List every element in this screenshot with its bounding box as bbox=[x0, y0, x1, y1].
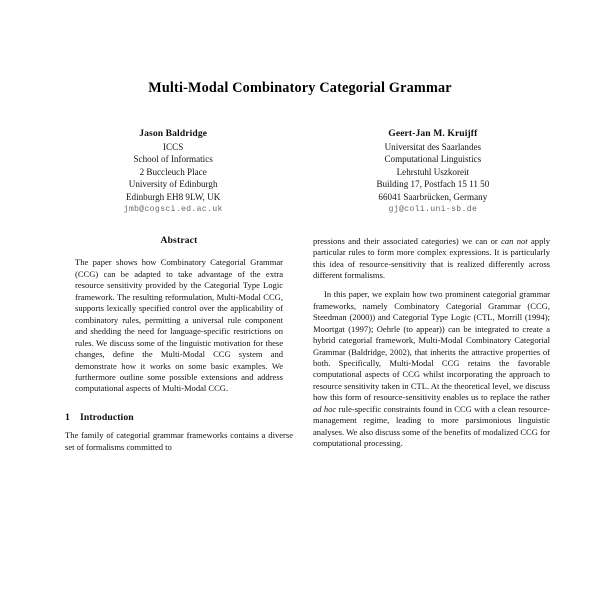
abstract-paragraph: The paper shows how Combinatory Categorial Grammar (CCG) can be adapted to take advantage of the extra resource sensitivity provided by the Categorial Type Logic framework. The resulting reformulation, Multi-Modal CCG, supports lexically specified control over the applicability of combinatory rules, permitting a universal rule component and shedding the need for language-specific restrictions on rules. We discuss some of the linguistic motivation for these changes, define the Multi-Modal CCG system and demonstrate how it works on some basic examples. We furthermore outline some possible extensions and address computational aspects of Multi-Modal CCG. bbox=[75, 257, 283, 394]
author-block-left bbox=[58, 128, 288, 216]
author-affiliation-line: 2 Buccleuch Place bbox=[139, 166, 207, 177]
author-affiliation-line: Computational Linguistics bbox=[384, 154, 482, 165]
continued-paragraph bbox=[313, 236, 550, 282]
section-number: 1 bbox=[65, 411, 70, 423]
author-affiliation-line: Lehrstuhl Uszkoreit bbox=[396, 166, 470, 177]
author-affiliation-line: ICCS bbox=[163, 141, 184, 152]
author-affiliation-line: 66041 Saarbrücken, Germany bbox=[378, 191, 488, 202]
abstract-heading: Abstract bbox=[160, 236, 198, 246]
author-affiliation-line: Universitat des Saarlandes bbox=[384, 141, 482, 152]
author-affiliation-line: Edinburgh EH8 9LW, UK bbox=[125, 191, 221, 202]
introduction-paragraph: The family of categorial grammar frameworks contains a diverse set of formalisms committed to bbox=[65, 430, 293, 452]
continued-text-prefix: pressions and their associated categories) we can or bbox=[313, 236, 502, 246]
column-right bbox=[313, 236, 550, 450]
column-left bbox=[65, 236, 293, 453]
author-affiliation-line: School of Informatics bbox=[133, 154, 213, 165]
paragraph-two-part-2: rule-specific constraints found in CCG with a clean resource-management regime, leading to more parsimonious linguistic analyses. We also discuss some of the benefits of modalized CCG for computational processing. bbox=[313, 403, 550, 449]
continued-text-middle: apply particular rules to form more complex expressions. It is particularly this idea of resource-sensitivity that is realized differently across different formalisms. bbox=[313, 236, 550, 281]
author-affiliation-line: Building 17, Postfach 15 11 50 bbox=[376, 179, 490, 190]
author-email: jmb@cogsci.ed.ac.uk bbox=[123, 204, 223, 214]
author-name: Jason Baldridge bbox=[139, 128, 208, 139]
emphasis-ad-hoc: ad hoc bbox=[313, 403, 337, 414]
paragraph-two bbox=[313, 289, 550, 449]
section-heading-introduction bbox=[65, 412, 293, 423]
author-block-right bbox=[318, 128, 548, 216]
author-list bbox=[58, 128, 548, 216]
page-title: Multi-Modal Combinatory Categorial Grammar bbox=[148, 80, 452, 96]
emphasis-can-not: can not bbox=[501, 236, 528, 246]
author-affiliation-line: University of Edinburgh bbox=[128, 179, 218, 190]
section-title: Introduction bbox=[80, 411, 134, 423]
paragraph-two-part-1: In this paper, we explain how two prominent categorial grammar frameworks, namely Combinatory Categorial Grammar (CCG, Steedman (2000)) and Categorial Type Logic (CTL, Morrill (1994); Moortgat (1997); Oehrle (to appear)) can be integrated to create a hybrid categorial framework, Multi-Modal Combinatory Categorial Grammar (Baldridge, 2002), that inherits the attractive properties of both. Specifically, Multi-Modal CCG retains the favorable computational aspects of CCG whilst incorporating the approach to resource sensitivity taken in CTL. At the theoretical level, we discuss how this form of resource-sensitivity enables us to replace the rather bbox=[313, 289, 550, 403]
abstract-body bbox=[65, 257, 293, 394]
author-name: Geert-Jan M. Kruijff bbox=[388, 128, 478, 139]
author-email: gj@coli.uni-sb.de bbox=[388, 204, 478, 214]
